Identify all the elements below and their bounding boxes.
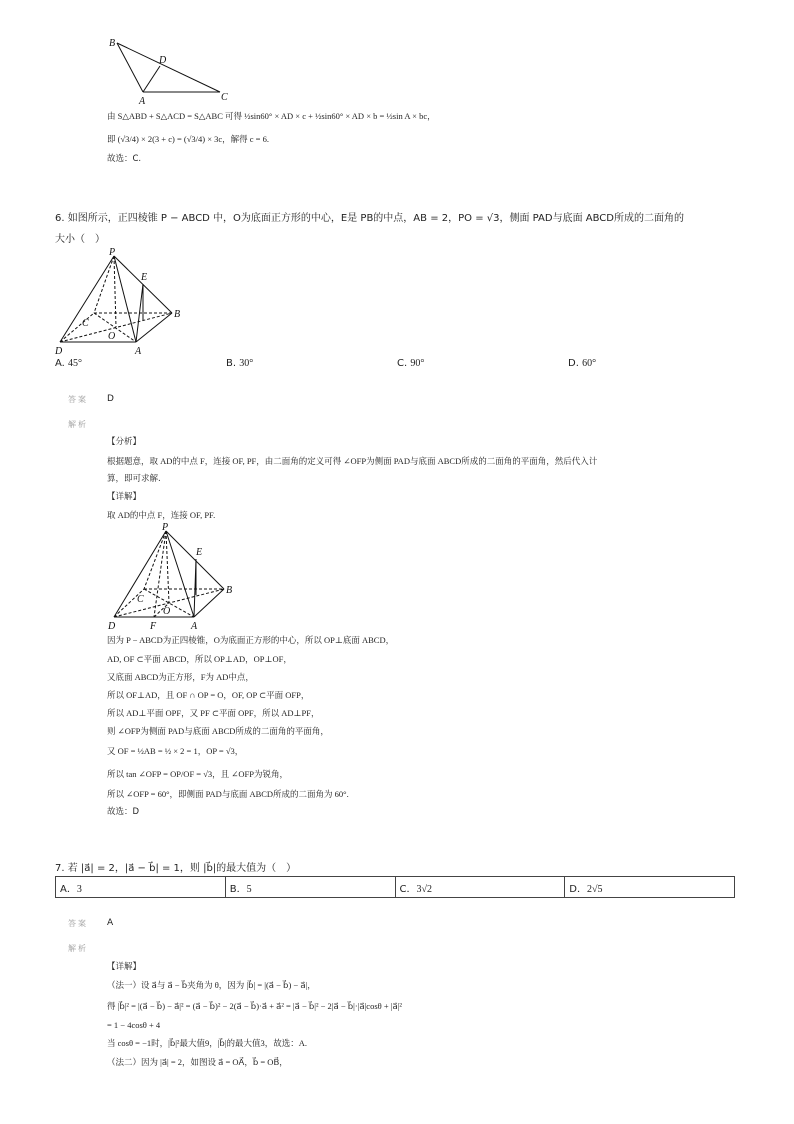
q7-xiangjie-title: 【详解】 [107, 962, 142, 972]
q6-stem-line2: 大小（ ） [55, 234, 105, 245]
fig2-label-b: B [226, 585, 233, 596]
q6-xiangjie-title: 【详解】 [107, 492, 142, 502]
q7-option-d-letter: D． [569, 883, 587, 895]
q6-step-3: 又底面 ABCD为正方形，F为 AD中点， [107, 672, 254, 682]
q6-option-a-letter: A. [55, 358, 65, 369]
fig2-label-f: F [150, 621, 157, 632]
label-c: C [221, 92, 228, 103]
q6-analysis-label: 解析 [68, 420, 88, 429]
q7-option-b-letter: B． [229, 883, 247, 895]
top-solution-choice: 故选：C. [107, 154, 142, 164]
pyramid-figure-2 [104, 521, 239, 633]
q6-option-a-value: 45° [68, 358, 83, 369]
fig2-label-d: D [108, 621, 116, 632]
q7-option-c-value: 3√2 [416, 883, 432, 895]
q6-step-1: 因为 P − ABCD为正四棱锥，O为底面正方形的中心，所以 OP⊥底面 ABCD， [107, 635, 395, 645]
q7-option-a-letter: A． [60, 883, 77, 895]
q6-option-b-value: 30° [239, 358, 254, 369]
q6-step-4: 所以 OF⊥AD，且 OF ∩ OP = O，OF, OP ⊂平面 OFP， [107, 690, 310, 700]
q6-fenxi-line1: 根据题意，取 AD的中点 F，连接 OF, PF，由二面角的定义可得 ∠OFP为侧面 PAD与底面 ABCD所成的二面角的平面角，然后代入计 [107, 456, 598, 466]
q7-option-a-value: 3 [76, 883, 82, 895]
q6-xiangjie-intro: 取 AD的中点 F，连接 OF, PF. [107, 510, 216, 520]
q7-line-2: 得 |b⃗|² = |(a⃗ − b⃗) − a⃗|² = (a⃗ − b⃗)² − 2(a⃗ − b⃗)·a⃗ + a⃗² = |a⃗ − b⃗|² − 2|a⃗ − b⃗|·|a⃗|cosθ + |a⃗|² [107, 1001, 402, 1011]
fig2-label-a: A [191, 621, 198, 632]
fig1-label-o: O [108, 331, 116, 342]
q7-option-d [565, 877, 735, 898]
fig1-label-d: D [55, 346, 63, 357]
q6-option-c-value: 90° [410, 358, 425, 369]
q6-option-d [568, 358, 596, 369]
fig2-label-c: C [137, 594, 144, 605]
fig1-label-c: C [82, 318, 89, 329]
q6-fenxi-line2: 算，即可求解. [107, 474, 161, 484]
fig1-label-a: A [135, 346, 142, 357]
q7-answer: A [107, 918, 114, 928]
triangle-figure [105, 34, 245, 106]
q6-step-6: 则 ∠OFP为侧面 PAD与底面 ABCD所成的二面角的平面角， [107, 726, 329, 736]
top-solution-line1: 由 S△ABD + S△ACD = S△ABC 可得 ½sin60° × AD × c + ½sin60° × AD × b = ½sin A × bc， [107, 111, 436, 121]
q6-option-d-value: 60° [582, 358, 597, 369]
q6-option-c-letter: C. [397, 358, 408, 369]
q7-option-b-value: 5 [246, 883, 252, 895]
fig1-label-b: B [174, 309, 181, 320]
q7-option-d-value: 2√5 [586, 883, 603, 895]
fig1-label-e: E [141, 272, 148, 283]
fig2-label-e: E [196, 547, 203, 558]
q7-line-5: （法二）因为 |a⃗| = 2，如图设 a⃗ = OA⃗，b⃗ = OB⃗， [107, 1057, 288, 1067]
q7-stem: 7. 若 |a⃗| = 2，|a⃗ − b⃗| = 1，则 |b⃗|的最大值为（ ） [55, 863, 297, 874]
pyramid-figure [52, 246, 187, 358]
q7-analysis-label: 解析 [68, 944, 88, 953]
q6-option-d-letter: D. [568, 358, 579, 369]
q6-step-5: 所以 AD⊥平面 OPF，又 PF ⊂平面 OPF，所以 AD⊥PF， [107, 708, 320, 718]
q6-option-b [226, 358, 253, 369]
top-solution-line2: 即 (√3/4) × 2(3 + c) = (√3/4) × 3c，解得 c = 6. [107, 134, 269, 144]
fig2-label-p: P [162, 522, 169, 533]
q7-option-a [56, 877, 226, 898]
q6-step-9: 所以 ∠OFP = 60°，即侧面 PAD与底面 ABCD所成的二面角为 60°. [107, 789, 349, 799]
label-a: A [139, 96, 146, 106]
q6-answer: D [107, 394, 114, 404]
fig1-label-p: P [109, 247, 116, 258]
q7-line-1: （法一）设 a⃗与 a⃗ − b⃗夹角为 θ，因为 |b⃗| = |(a⃗ − b⃗) − a⃗|， [107, 980, 316, 990]
q6-option-b-letter: B. [226, 358, 237, 369]
q6-choice: 故选：D [107, 807, 140, 817]
q6-step-7: 又 OF = ½AB = ½ × 2 = 1，OP = √3， [107, 746, 244, 756]
q7-line-4: 当 cosθ = −1时，|b⃗|²最大值9，|b⃗|的最大值3，故选：A. [107, 1038, 308, 1048]
label-d: D [159, 55, 167, 66]
fig2-label-o: O [163, 606, 171, 617]
q6-stem-line1: 6. 如图所示，正四棱锥 P − ABCD 中，O为底面正方形的中心，E是 PB的中点，AB = 2，PO = √3，侧面 PAD与底面 ABCD所成的二面角的 [55, 213, 684, 224]
q6-fenxi-title: 【分析】 [107, 437, 142, 447]
q6-answer-label: 答案 [68, 395, 88, 404]
q7-line-3: = 1 − 4cosθ + 4 [107, 1020, 161, 1030]
q6-option-c [397, 358, 424, 369]
q7-options-table [55, 876, 735, 898]
q6-step-2: AD, OF ⊂平面 ABCD，所以 OP⊥AD，OP⊥OF， [107, 654, 292, 664]
q7-option-c-letter: C． [399, 883, 417, 895]
q7-answer-label: 答案 [68, 919, 88, 928]
q6-step-8: 所以 tan ∠OFP = OP/OF = √3，且 ∠OFP为锐角， [107, 769, 288, 779]
q7-option-c [395, 877, 565, 898]
q7-option-b [225, 877, 395, 898]
q6-option-a [55, 358, 82, 369]
label-b: B [109, 38, 116, 49]
